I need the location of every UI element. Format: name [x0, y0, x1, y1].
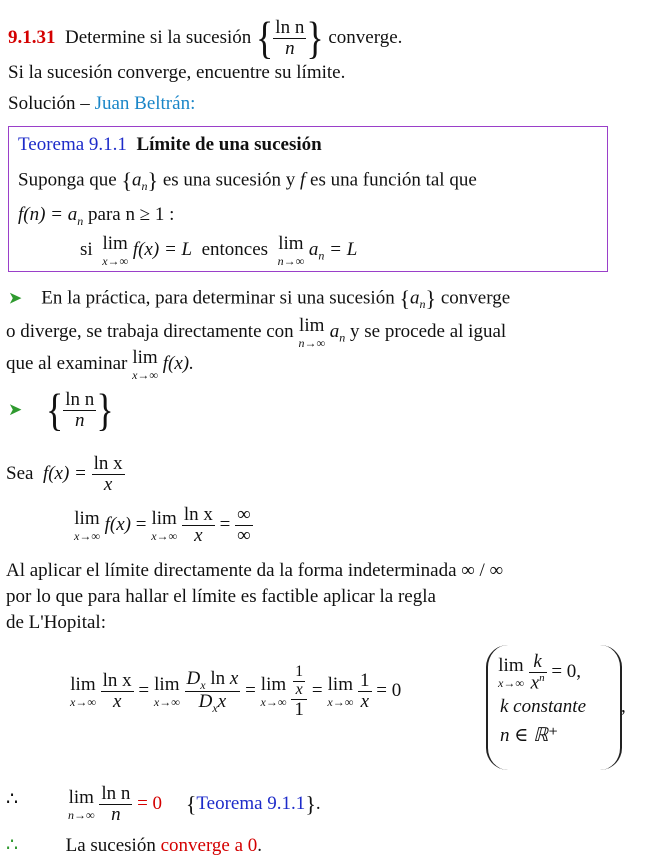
- practice-line2: o diverge, se trabaja directamente con lim n→∞ $a_n$ y se procede al igual: [6, 315, 507, 350]
- theorem-title: Límite de una sucesión: [136, 134, 322, 155]
- result-limit: lim n→∞ $\frac{\text{ln n}}{n}$ = 0 {Teorema 9.1.1}.: [68, 783, 321, 825]
- practice-line3: que al examinar lim x→∞ f(x).: [6, 347, 194, 382]
- statement-b: converge.: [328, 26, 403, 48]
- box-comma: ,: [621, 696, 626, 717]
- indet-line2: por lo que para hallar el límite es factible aplicar la regla: [6, 586, 436, 607]
- box-line2: k constante: [500, 696, 587, 717]
- arrow-bullet-icon: ➤: [8, 288, 23, 308]
- solution-line: Solución – Juan Beltrán:: [8, 93, 196, 114]
- limit-indeterminate: lim x→∞ f(x) = lim x→∞ $\frac{\text{ln x}}{x}$ = $\frac{\infty}{\infty}$: [74, 504, 251, 546]
- left-brace: {: [256, 13, 274, 64]
- problem-header: [8, 13, 403, 64]
- lhopital-chain: lim x→∞ $\frac{\text{ln x}}{x}$ = lim x→∞ $\frac{D_x \ln x}{D_xx}$ = lim x→∞ $\frac{\frac{1}{x}}{1}$ = lim x→∞ $\frac{1}{x}$ = 0: [70, 663, 402, 720]
- right-brace: }: [306, 13, 324, 64]
- theorem-line3: si lim x→∞ f(x) = L entonces lim n→∞ $a_n = L$: [80, 233, 358, 268]
- theorem-ref: Teorema 9.1.1: [196, 792, 306, 814]
- sea-fx: Sea f(x) = $\frac{\text{ln x}}{x}$: [6, 453, 123, 495]
- box-line3: n ∈ ℝ⁺: [500, 725, 559, 746]
- therefore-symbol-green: ∴: [6, 835, 19, 856]
- therefore-result: [6, 788, 18, 811]
- practice-line1: ➤ En la práctica, para determinar si una sucesión $\{a_n\}$ converge: [8, 286, 511, 312]
- theorem-title-line: [18, 134, 322, 156]
- theorem-line1: Suponga que $\{a_n\}$ es una sucesión y f es una función tal que: [18, 168, 477, 194]
- indet-line3: de L'Hopital:: [6, 612, 106, 633]
- problem-line2: Si la sucesión converge, encuentre su límite.: [8, 62, 346, 83]
- final-conclusion: ∴ La sucesión converge a 0.: [6, 835, 263, 856]
- problem-number: 9.1.31: [8, 26, 56, 48]
- theorem-line2: $f(n) = a_n$ para n ≥ 1 :: [18, 204, 175, 228]
- theorem-label: Teorema 9.1.1: [18, 134, 127, 155]
- author-name: Juan Beltrán:: [94, 93, 196, 114]
- box-line1: lim x→∞ $\frac{k}{x^n}$ = 0,: [498, 651, 582, 694]
- arrow-bullet-icon: ➤: [8, 399, 23, 419]
- indet-line1: Al aplicar el límite directamente da la forma indeterminada ∞ / ∞: [6, 560, 504, 581]
- fraction-lnn-n: $\frac{\text{ln n}}{n}$: [275, 17, 305, 59]
- bullet-sequence: ➤ { $\frac{\text{ln n}}{n}$ }: [8, 385, 114, 436]
- statement-a: Determine si la sucesión: [65, 26, 252, 48]
- therefore-symbol: ∴: [6, 789, 19, 810]
